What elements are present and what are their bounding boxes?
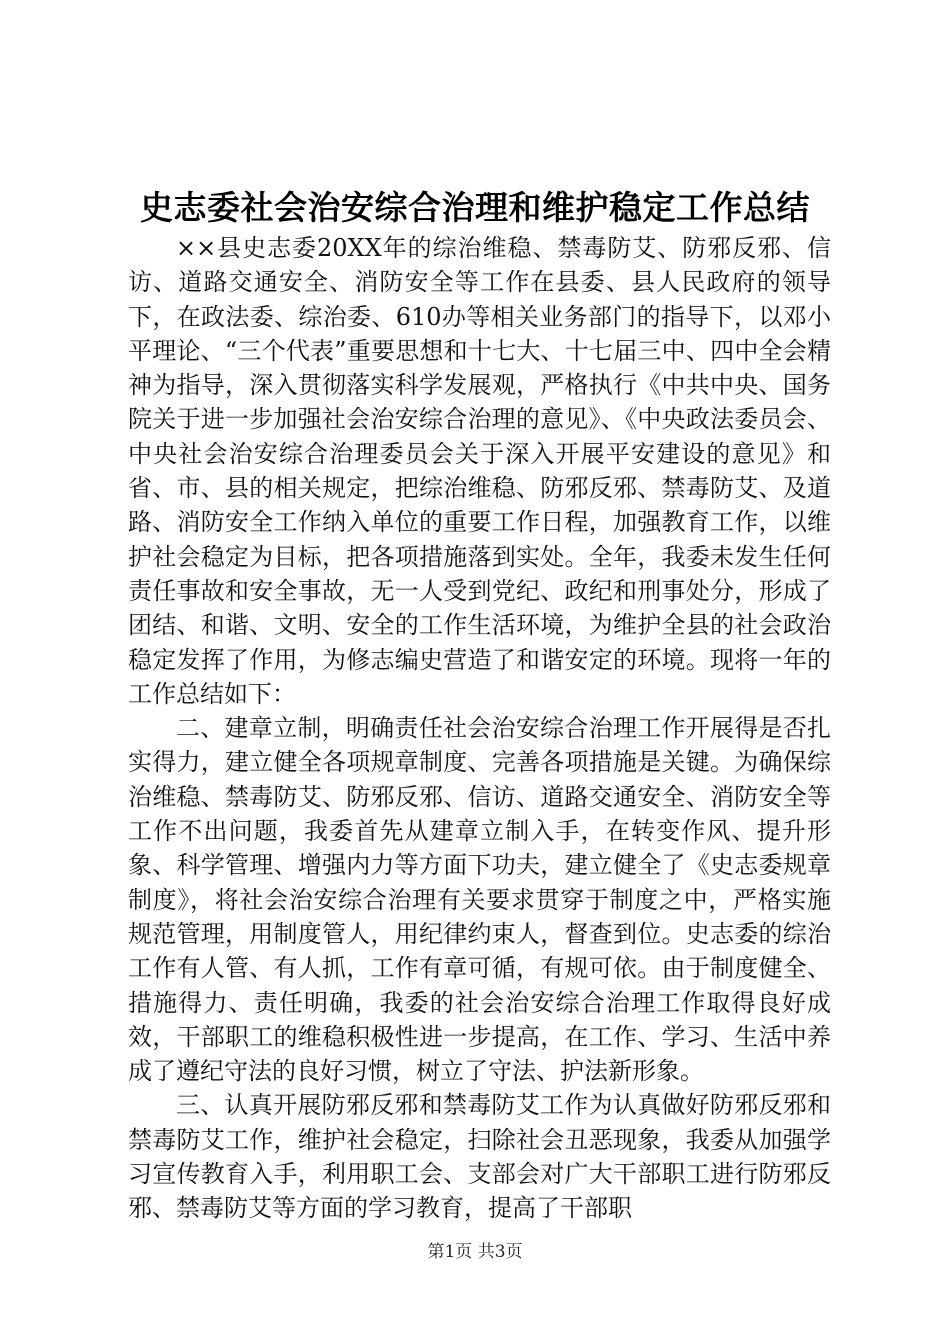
paragraph-section-3: 三、认真开展防邪反邪和禁毒防艾工作为认真做好防邪反邪和禁毒防艾工作，维护社会稳定，扫除社会丑恶现象，我委从加强学习宣传教育入手，利用职工会、支部会对广大干部职工进行防邪反邪、禁毒防艾等方面的学习教育，提高了干部职: [128, 1091, 831, 1223]
page-number-footer: 第1页 共3页: [427, 1242, 523, 1262]
document-body: [128, 231, 831, 1226]
paragraph-section-2: 二、建章立制，明确责任社会治安综合治理工作开展得是否扎实得力，建立健全各项规章制度、完善各项措施是关键。为确保综治维稳、禁毒防艾、防邪反邪、信访、道路交通安全、消防安全等工作不出问题，我委首先从建章立制入手，在转变作风、提升形象、科学管理、增强内力等方面下功夫，建立健全了《史志委规章制度》，将社会治安综合治理有关要求贯穿于制度之中，严格实施规范管理，用制度管人，用纪律约束人，督查到位。史志委的综治工作有人管、有人抓，工作有章可循，有规可依。由于制度健全、措施得力、责任明确，我委的社会治安综合治理工作取得良好成效，干部职工的维稳积极性进一步提高，在工作、学习、生活中养成了遵纪守法的良好习惯，树立了守法、护法新形象。: [128, 714, 831, 1086]
document-title: 史志委社会治安综合治理和维护稳定工作总结: [140, 188, 810, 227]
paragraph-intro: ××县史志委20XX年的综治维稳、禁毒防艾、防邪反邪、信访、道路交通安全、消防安全等工作在县委、县人民政府的领导下，在政法委、综治委、610办等相关业务部门的指导下，以邓小平理论、“三个代表”重要思想和十七大、十七届三中、四中全会精神为指导，深入贯彻落实科学发展观，严格执行《中共中央、国务院关于进一步加强社会治安综合治理的意见》、《中央政法委员会、中央社会治安综合治理委员会关于深入开展平安建设的意见》和省、市、县的相关规定，把综治维稳、防邪反邪、禁毒防艾、及道路、消防安全工作纳入单位的重要工作日程，加强教育工作，以维护社会稳定为目标，把各项措施落到实处。全年，我委未发生任何责任事故和安全事故，无一人受到党纪、政纪和刑事处分，形成了团结、和谐、文明、安全的工作生活环境，为维护全县的社会政治稳定发挥了作用，为修志编史营造了和谐安定的环境。现将一年的工作总结如下：: [128, 234, 831, 708]
